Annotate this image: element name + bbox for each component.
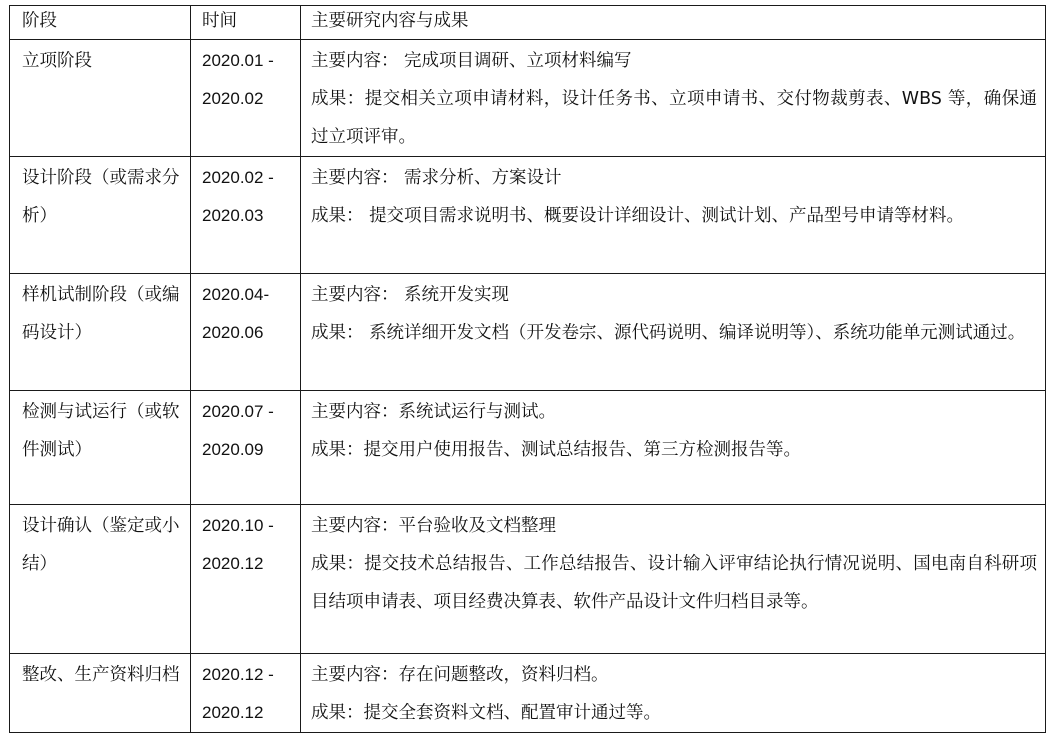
content-text: 主要内容： 完成项目调研、立项材料编写 成果：提交相关立项申请材料，设计任务书、立项申请书、交付物裁剪表、WBS 等，确保通过立项评审。 <box>311 51 1037 147</box>
header-content: 主要研究内容与成果 <box>311 11 469 31</box>
content-cell <box>301 157 1046 274</box>
content-text: 主要内容： 需求分析、方案设计 成果： 提交项目需求说明书、概要设计详细设计、测试计划、产品型号申请等材料。 <box>311 168 965 226</box>
time-range: 2020.07 - 2020.09 <box>202 402 274 459</box>
time-range: 2020.01 - 2020.02 <box>202 51 274 108</box>
stage-cell <box>10 654 191 733</box>
stage-cell <box>10 157 191 274</box>
header-time: 时间 <box>202 11 237 31</box>
header-stage: 阶段 <box>22 11 57 31</box>
table-header-row <box>10 6 1046 40</box>
table-row <box>10 274 1046 391</box>
stage-name: 立项阶段 <box>22 51 92 71</box>
table-row <box>10 654 1046 733</box>
stage-name: 检测与试运行（或软件测试） <box>22 402 180 460</box>
content-text: 主要内容： 系统开发实现 成果： 系统详细开发文档（开发卷宗、源代码说明、编译说明等）、系统功能单元测试通过。 <box>311 285 1026 343</box>
stage-name: 设计确认（鉴定或小结） <box>22 516 180 574</box>
time-range: 2020.02 - 2020.03 <box>202 168 274 225</box>
time-range: 2020.10 - 2020.12 <box>202 516 274 573</box>
time-cell <box>191 391 301 505</box>
stage-cell <box>10 391 191 505</box>
stage-name: 设计阶段（或需求分析） <box>22 168 180 226</box>
stage-name: 样机试制阶段（或编码设计） <box>22 285 180 343</box>
stage-cell <box>10 40 191 157</box>
stage-cell <box>10 505 191 654</box>
content-cell <box>301 654 1046 733</box>
table-row <box>10 157 1046 274</box>
content-cell <box>301 274 1046 391</box>
header-stage-cell <box>10 6 191 40</box>
table-row <box>10 40 1046 157</box>
project-plan-table <box>9 5 1046 733</box>
time-cell <box>191 505 301 654</box>
time-range: 2020.04- 2020.06 <box>202 285 270 342</box>
time-cell <box>191 40 301 157</box>
content-cell <box>301 391 1046 505</box>
content-cell <box>301 40 1046 157</box>
table-row <box>10 505 1046 654</box>
stage-cell <box>10 274 191 391</box>
time-cell <box>191 654 301 733</box>
content-text: 主要内容：系统试运行与测试。 成果：提交用户使用报告、测试总结报告、第三方检测报告等。 <box>311 402 801 460</box>
table-row <box>10 391 1046 505</box>
header-time-cell <box>191 6 301 40</box>
stage-name: 整改、生产资料归档 <box>22 665 180 685</box>
content-cell <box>301 505 1046 654</box>
time-cell <box>191 274 301 391</box>
header-content-cell <box>301 6 1046 40</box>
content-text: 主要内容：平台验收及文档整理 成果：提交技术总结报告、工作总结报告、设计输入评审结论执行情况说明、国电南自科研项目结项申请表、项目经费决算表、软件产品设计文件归档目录等。 <box>311 516 1037 612</box>
content-text: 主要内容：存在问题整改，资料归档。 成果：提交全套资料文档、配置审计通过等。 <box>311 665 661 723</box>
time-cell <box>191 157 301 274</box>
time-range: 2020.12 - 2020.12 <box>202 665 274 722</box>
